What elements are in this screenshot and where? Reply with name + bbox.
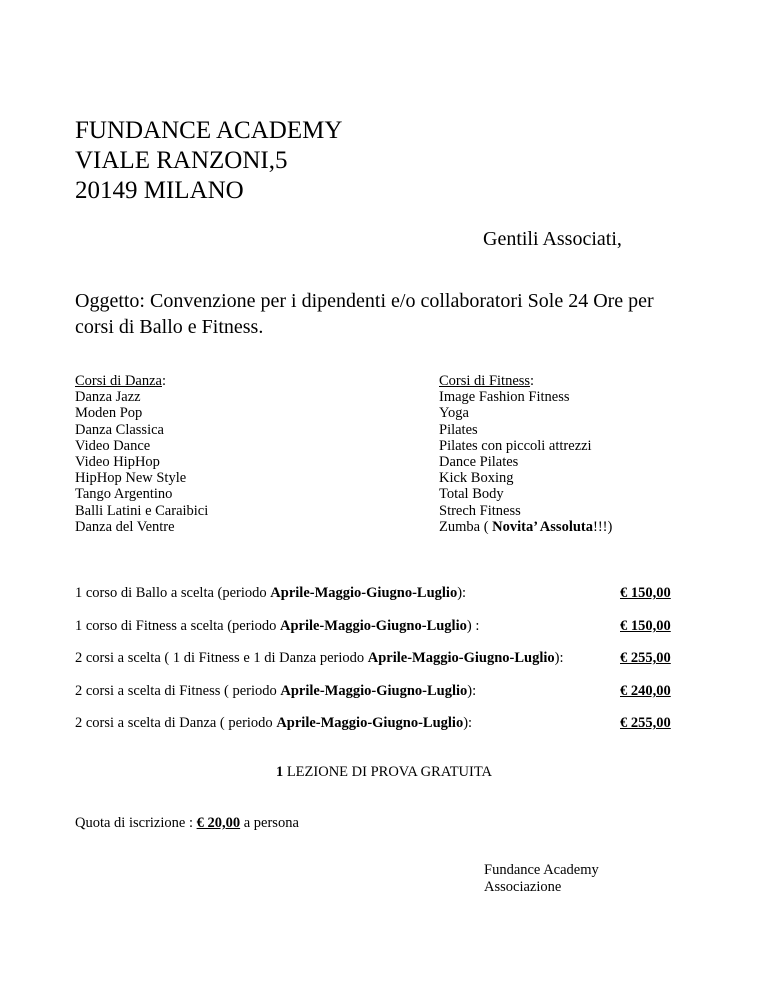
price-row: 1 corso di Fitness a scelta (periodo Aprile-Maggio-Giugno-Luglio) : € 150,00 (75, 618, 671, 634)
fitness-item: Pilates (439, 421, 478, 438)
dance-item: Tango Argentino (75, 486, 173, 503)
fitness-item: Yoga (439, 405, 469, 422)
fitness-heading: Corsi di Fitness: (439, 373, 535, 389)
subject: Oggetto: Convenzione per i dipendenti e/o collaboratori Sole 24 Ore per corsi di Ballo e Fitness. (75, 290, 654, 338)
price-row: 2 corsi a scelta di Danza ( periodo Aprile-Maggio-Giugno-Luglio): € 255,00 (75, 715, 671, 731)
signature (484, 862, 599, 896)
dance-item: HipHop New Style (75, 470, 187, 487)
price-row: 2 corsi a scelta di Fitness ( periodo Aprile-Maggio-Giugno-Luglio): € 240,00 (75, 683, 671, 699)
academy-name: FUNDANCE ACADEMY (75, 117, 343, 144)
fitness-item: Kick Boxing (439, 470, 514, 487)
signature-name: Fundance Academy (484, 862, 599, 878)
dance-item: Balli Latini e Caraibici (75, 502, 209, 519)
price-value: € 255,00 (620, 650, 671, 666)
price-row: 2 corsi a scelta ( 1 di Fitness e 1 di Danza periodo Aprile-Maggio-Giugno-Luglio): € 255,00 (75, 650, 671, 666)
signature-role: Associazione (484, 879, 562, 895)
dance-item: Danza Jazz (75, 389, 141, 406)
free-trial-lesson: 1 LEZIONE DI PROVA GRATUITA (275, 764, 493, 780)
price-value: € 150,00 (620, 618, 671, 634)
dance-item: Video HipHop (75, 454, 160, 471)
fitness-item: Pilates con piccoli attrezzi (439, 437, 592, 454)
dance-item: Danza Classica (75, 421, 164, 438)
price-row: 1 corso di Ballo a scelta (periodo Aprile-Maggio-Giugno-Luglio): € 150,00 (75, 585, 671, 601)
salutation: Gentili Associati, (483, 228, 622, 250)
dance-item: Danza del Ventre (75, 518, 175, 535)
fitness-item: Dance Pilates (439, 454, 519, 471)
fitness-item: Total Body (439, 486, 504, 503)
registration-fee: Quota di iscrizione : € 20,00 a persona (75, 815, 299, 831)
dance-courses-list (75, 373, 208, 535)
fitness-item: Image Fashion Fitness (439, 389, 570, 406)
dance-heading: Corsi di Danza: (75, 373, 167, 389)
price-value: € 150,00 (620, 585, 671, 601)
fitness-item: Strech Fitness (439, 502, 521, 519)
dance-item: Video Dance (75, 437, 151, 454)
dance-item: Moden Pop (75, 405, 143, 422)
academy-street: VIALE RANZONI,5 (75, 147, 288, 174)
academy-city: 20149 MILANO (75, 177, 244, 204)
fitness-courses-list (439, 373, 612, 535)
fitness-item-zumba: Zumba ( Novita’ Assoluta!!!) (439, 518, 613, 535)
price-value: € 255,00 (620, 715, 671, 731)
price-value: € 240,00 (620, 683, 671, 699)
